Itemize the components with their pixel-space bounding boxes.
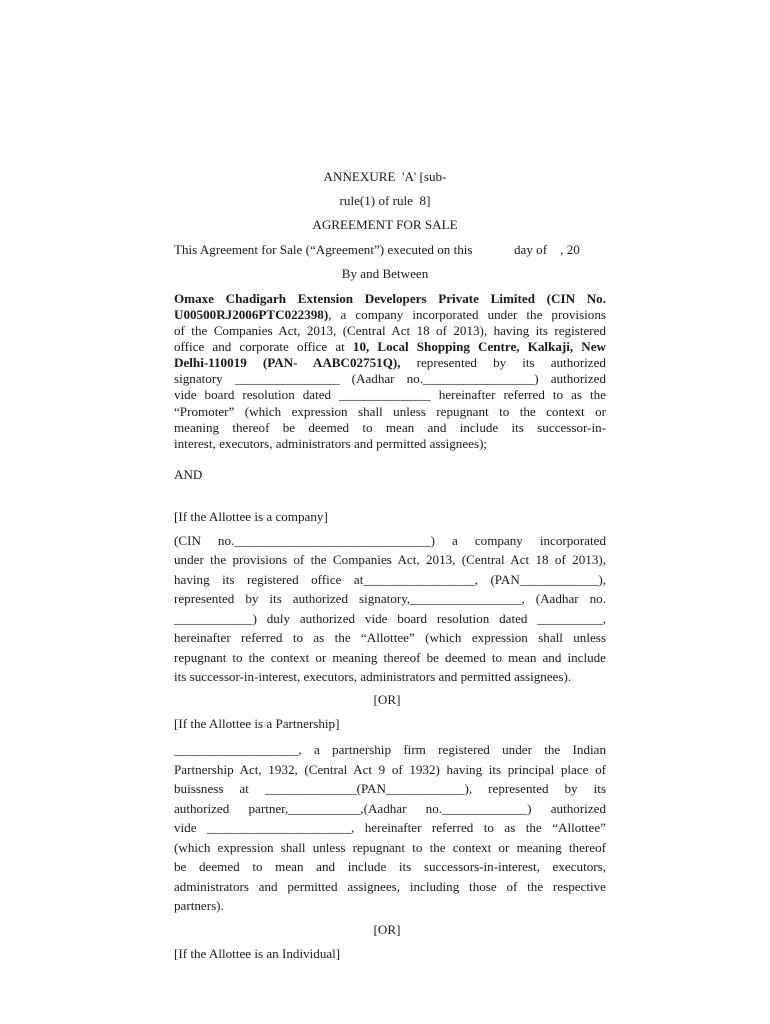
partnership-heading: [If the Allottee is a Partnership] [174, 716, 340, 731]
or-separator: [OR] [373, 922, 401, 937]
promoter-line: U00500RJ2006PTC022398), a company incorporated under the provisions [174, 307, 606, 322]
promoter-line: vide board resolution dated ______________ hereinafter referred to as the [174, 387, 606, 402]
partnership-line: Partnership Act, 1932, (Central Act 9 of 1932) having its principal place of [174, 762, 606, 777]
partnership-line: ___________________, a partnership firm registered under the Indian [174, 742, 606, 757]
partnership-line: authorized partner,___________,(Aadhar no._____________) authorized [174, 801, 606, 816]
individual-heading: [If the Allottee is an Individual] [174, 946, 341, 961]
partnership-line: buissness at ______________(PAN____________), represented by its [174, 781, 606, 796]
partnership-line: partners). [174, 898, 224, 913]
document-title: AGREEMENT FOR SALE [312, 217, 458, 232]
company-line: having its registered office at_________________, (PAN____________), [174, 572, 606, 587]
company-heading: [If the Allottee is a company] [174, 509, 328, 524]
and-label: AND [174, 467, 203, 482]
partnership-line: be deemed to mean and include its successors-in-interest, executors, [174, 859, 606, 874]
company-line: hereinafter referred to as the “Allottee” (which expression shall unless [174, 630, 606, 645]
partnership-line: vide ______________________, hereinafter referred to as the “Allottee” [174, 820, 606, 835]
promoter-line: “Promoter” (which expression shall unless repugnant to the context or [174, 404, 606, 419]
company-line: its successor-in-interest, executors, administrators and permitted assignees). [174, 669, 572, 684]
company-line: under the provisions of the Companies Act, 2013, (Central Act 18 of 2013), [174, 552, 606, 567]
promoter-line: meaning thereof be deemed to mean and include its successor-in- [174, 420, 606, 435]
promoter-line: office and corporate office at 10, Local Shopping Centre, Kalkaji, New [174, 339, 606, 354]
partnership-line: (which expression shall unless repugnant to the context or meaning thereof [174, 840, 606, 855]
execution-day-text: day of , 20 [514, 242, 580, 257]
promoter-line: Delhi-110019 (PAN- AABC02751Q), represented by its authorized [174, 355, 606, 370]
promoter-line: Omaxe Chadigarh Extension Developers Private Limited (CIN No. [174, 291, 606, 306]
partnership-line: administrators and permitted assignees, including those of the respective [174, 879, 606, 894]
promoter-line: interest, executors, administrators and permitted assignees); [174, 436, 488, 451]
promoter-line: signatory ________________ (Aadhar no._________________) authorized [174, 371, 606, 386]
annexure-heading-line2: rule(1) of rule 8] [339, 193, 431, 208]
by-and-between: By and Between [341, 266, 429, 281]
company-line: ____________) duly authorized vide board resolution dated __________, [174, 611, 606, 626]
promoter-line: of the Companies Act, 2013, (Central Act 18 of 2013), having its registered [174, 323, 606, 338]
execution-date-text: This Agreement for Sale (“Agreement”) executed on this [174, 242, 473, 257]
or-separator: [OR] [373, 692, 401, 707]
company-line: repugnant to the context or meaning thereof be deemed to mean and include [174, 650, 606, 665]
annexure-heading-line1: ANNEXURE 'A' [sub- [323, 169, 447, 184]
company-line: (CIN no.______________________________) a company incorporated [174, 533, 606, 548]
company-line: represented by its authorized signatory,_________________, (Aadhar no. [174, 591, 606, 606]
